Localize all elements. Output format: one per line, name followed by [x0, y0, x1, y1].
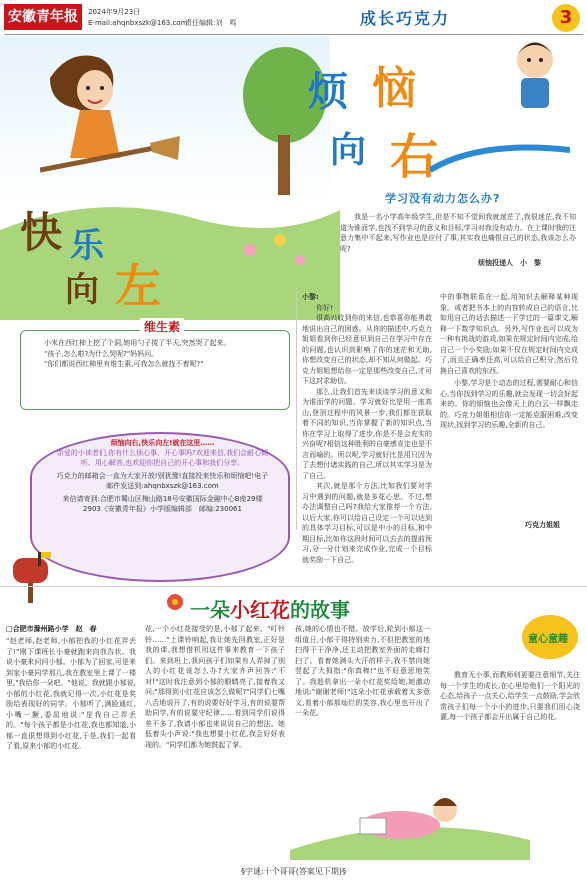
section-title: 成长巧克力 — [360, 9, 451, 28]
story-title: 一朵小红花的故事 — [190, 598, 350, 622]
witch-girl-illustration — [40, 48, 180, 198]
title-char-fan: 烦 — [308, 68, 348, 115]
title-char-zuo: 左 — [115, 259, 161, 313]
title-char-kuai: 快 — [20, 208, 63, 257]
issue-date: 2024年9月23日 — [88, 8, 141, 16]
page-number: 3 — [552, 4, 580, 32]
mailbox-icon — [8, 548, 58, 603]
title-char-le: 乐 — [70, 226, 104, 266]
story-byline: □合肥市滁州路小学 赵 春 — [6, 625, 97, 633]
title-char-xiang: 向 — [65, 270, 99, 310]
reply-column-1: 小黎: 你好! 很高兴收到你的来信,也恭喜你能勇敢地说出自己的困惑。从你的描述中,巧克力姐姐看到你已经意识到自己在学习中存在的问题,也认识到影响了你的迷茫和无助,你想改变自己的状态,却不知从何做起。巧克力姐姐想给你一定是那些改变自己,才可下这封求助信。 那么,让我们首先来谈谈学习的意义和为谁而学的问题。学习就好比是用一座高山,登顶过程中的风景一步,我们都在获取着不同的知识,当你掌握了新的知识点,当你在学习上取得了进步,你是不是会充实的兴奋呢?相信这种胜利的自豪感肯定也是不言而喻的。所以呢,学习就好比是用只因为了去想付诸实践的自己,所以其实学习是为了自己。 其次,就是那个方法,比如我们要对学习中遇到的问题,就是多花心思。不过,想办法调整自己吗?我给大家推荐一个方法,以后大家,你可以给自己设定一个可以达到的具体学习目标,可以是中小的目标,和中期目标,比如你这段时间可以去去的提前预习,分一分计划来完成作业,完成一个目标就奖励一下自己。 — [302, 293, 432, 564]
masthead-logo: 安徽青年报 — [4, 4, 82, 30]
contact-email[interactable]: E-mail:ahqnbxszk@163.com — [88, 19, 188, 27]
story-column-3: 孩,她的心情也不错。放学后,轮到小郁这一组值日,小郁干得特别卖力,不但把教室的地扫得干干净净,还主动把教室外面的走廊打扫了。看着她满头大汗的样子,我不禁向她竖起了大拇指:"你真棒!"也不好意思地笑了。我趁机拿出一朵小红花奖给她,她激动地说:"谢谢老师!"这朵小红花承载着太多意义,看着小郁那灿烂的笑容,我心里也开出了一朵花。 — [295, 625, 430, 717]
joke-title: 维生素 — [140, 318, 184, 335]
flower-decoration — [160, 590, 190, 614]
story-divider — [0, 586, 587, 587]
editor-credit: 责任编辑:刘 鸣 — [185, 19, 237, 27]
story-column-1: "赵老师,赵老师,小郁把我的小红花弄丢了!"刚下课班长小豪就跑来向我告状。我说小豪来问问小郁。小郁为了回家,可是来到家小豪同学那儿,我在教室里上课了一楼里,"我给你一朵吧。"他说。我就跟小郁说,小郁的小红花,我就记得一次,小红花是奖励给表现好的同学。小郁听了,满脸通红,小嘴一撅,委屈地说:"是我自己弄丢的。"每个孩子都是小红花,我也都知道,小郁一直很想得到小红花,于是,我们一起看了看,原来小郁的小红花。 — [6, 637, 136, 750]
joke-body: 小米在西红柿上挖了个洞,她用勺子搅了半天,突然哭了起来。 "孩子,怎么啦?为什么哭呢?"妈妈问。 "你们都说西红柿里有维生素,可我怎么就找不着呢?" — [44, 339, 231, 368]
reply-signature: 巧克力姐姐 — [525, 521, 560, 529]
stamp-label: 童心童趣 — [528, 634, 568, 645]
story-column-4: 教育无小事,而教师则更要注意细节,关注每一个学生的成长,在心里给他们一个阳光的心态,给孩子一点关心,给学生一点鼓励,学会欣赏孩子们每一个小小的进步,只要我们用心浇灌,每一个孩子都会开出属于自己的花。 — [440, 671, 580, 721]
title-char-xiang-right: 向 — [330, 129, 367, 171]
question-letter: 我是一名小学高年级学生,但是不知不觉间我就迷茫了,我很迷茫,我不知道为谁而学,也找不到学习的意义和目标,学习对我没有动力。在上课时我的注意力集中不起来,写作业也是应付了事,其实我也痛恨自己的状态,我该怎么办呢? — [340, 213, 576, 253]
title-char-you: 右 — [390, 129, 439, 185]
reading-girl-illustration — [290, 770, 530, 860]
footer-riddle: §字谜:十个哥哥(答案见下期)§ — [241, 867, 346, 876]
question-subtitle: 学习没有动力怎么办? — [385, 192, 501, 205]
story-column-2: 花,一个小红花接受的是,小郁了起来。"叮铃铃……"上课铃响起,我让她先回教室,正好是我的课,我想借机用这件事来教育一下孩子们。来到班上,我问孩子们如果有人弄掉了别人的小红花该怎么办?大家齐声回答:"不对!"这时我注意到小郁的眼睛亮了,接着我又问:"那得到小红花应该怎么做呢?"同学们七嘴八舌地说开了,有的说要好好学习,有的说要帮助同学,有的说要守纪律……看到同学们说得差不多了,我请小郁也来说说自己的想法。她低着头小声说:"我也想要小红花,我会好好表现的。"同学们都为她鼓起了掌。 — [145, 625, 285, 749]
column-divider — [296, 290, 297, 530]
boy-illustration — [495, 30, 575, 110]
submission-notice: 烦恼向右,快乐向左!就在这里…… 亲爱的小读者们,你有什么烦心事、开心事吗?欢迎来信,我们会耐心倾听、用心解答,也欢迎你把自己的开心事和我们分享。 巧克力的邮箱会一直为大家开放!别犹豫!直接投来快乐和烦恼吧!电子邮件发送到:ahqnbxszk@163.com 来信请寄到:合肥市蜀山区梅山路18号安徽国际金融中心B座29楼2903《安徽青年报》小学版编辑部 邮编:230061 — [56, 439, 269, 513]
pencil-decoration — [430, 140, 570, 180]
title-char-nao: 恼 — [372, 63, 416, 114]
question-byline: 烦恼投递人 小 黎 — [478, 259, 541, 267]
reply-column-2: 中的事物联系在一起,用知识去解释某种现象。或者把书本上的内容转成自己的语言,比如用自己的话去描述一下学过的一篇课文,解释一下数学知识点。另外,写作业也可以成为一种有挑战的游戏,如果在规定时间内完成,给自己一个小奖励;如果不仅在规定时间内完成了,而且正确率还高,可以给自己积分,然后兑换自己喜欢的东西。 小黎,学习是个动态的过程,需要耐心和信心,当你找到学习的乐趣,就会发现一切会好起来的。你的烦恼也会像天上的白云一样飘走的。巧克力姐姐相信你一定能克服困难,改变现状,找到学习的乐趣,全新的自己。 — [440, 293, 578, 429]
